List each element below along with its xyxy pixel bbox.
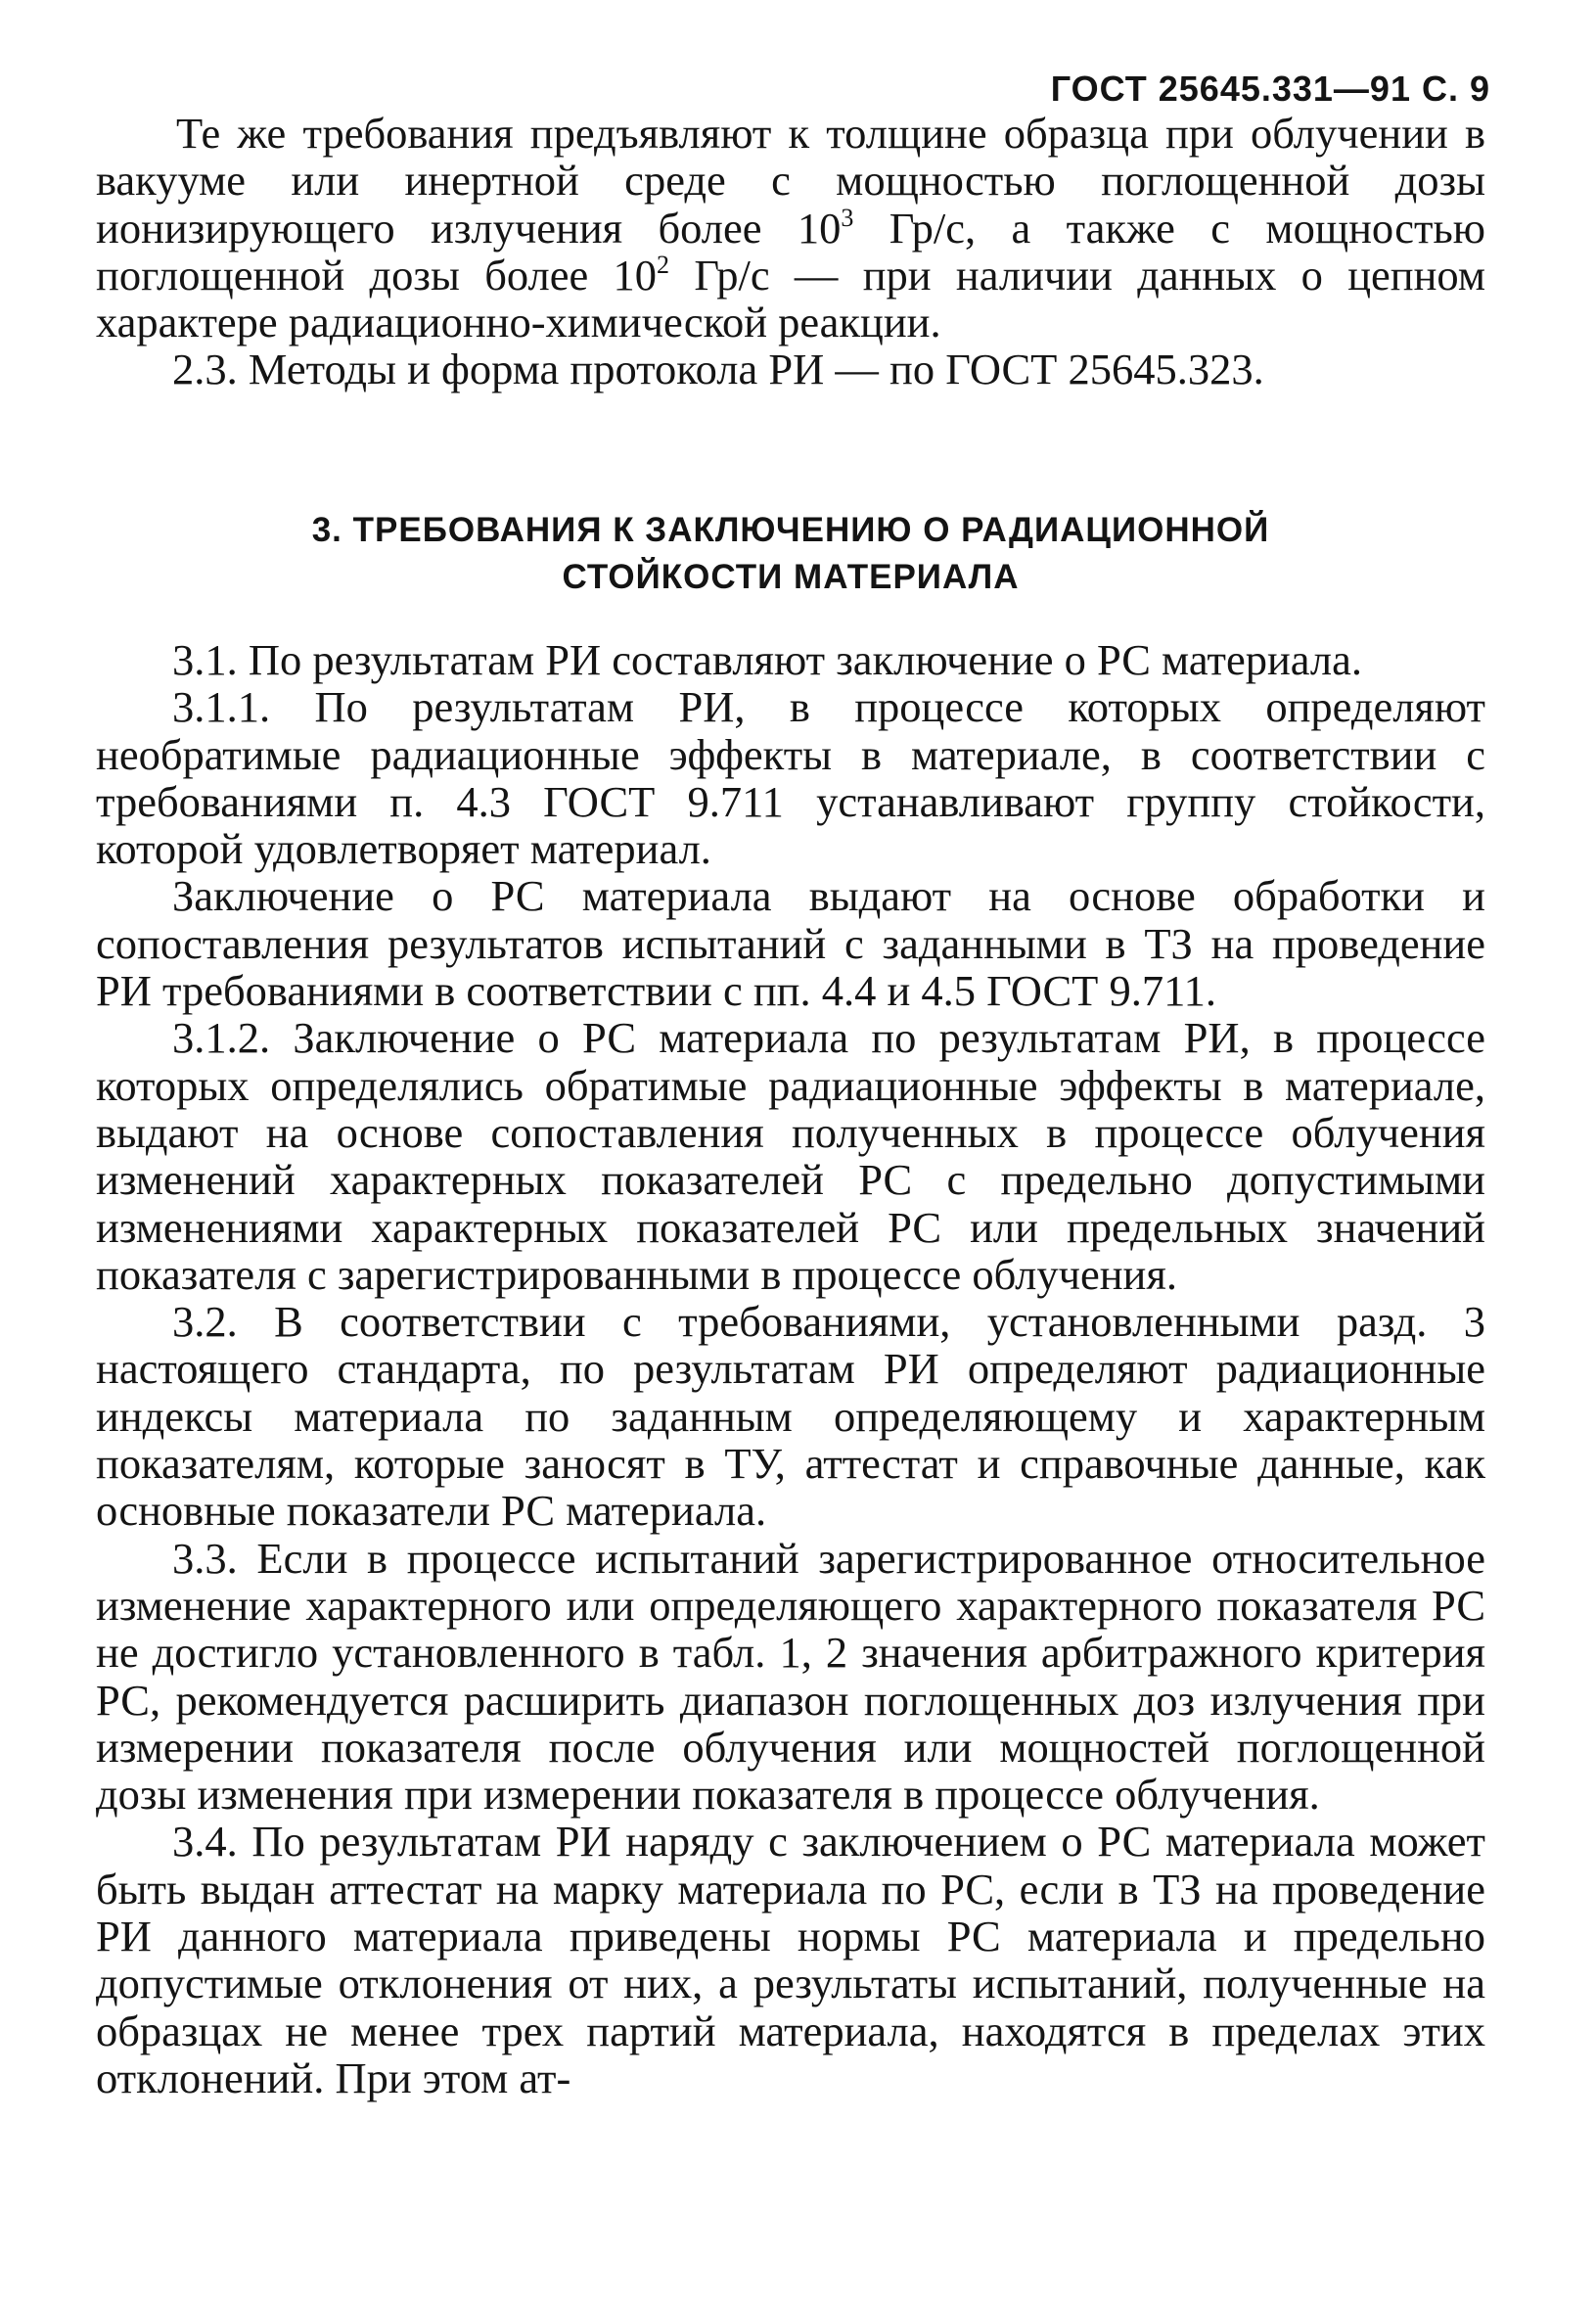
paragraph-3-1-2: 3.1.2. Заключение о РС материала по результатам РИ, в процессе которых определялись обратимые радиационные эффекты в материале, выдают на основе сопоставления полученных в процессе облучения изменений характерных показателей РС с предельно допустимыми изменениями характерных показателей РС или предельных значений показателя с зарегистрированными в процессе облучения. [96,1013,1485,1299]
paragraph-3-3: 3.3. Если в процессе испытаний зарегистрированное относительное изменение характерного или определяющего характерного показателя РС не достигло установленного в табл. 1, 2 значения арбитражного критерия РС, рекомендуется расширить диапазон поглощенных доз излучения при измерении показателя после облучения или мощностей поглощенной дозы изменения при измерении показателя в процессе облучения. [96,1533,1485,1820]
paragraph-3-1: 3.1. По результатам РИ составляют заключение о РС материала. [172,635,1362,684]
intro-text-c: Гр/с — при наличии данных о цепном характере радиационно-химической реакции. [96,250,1485,347]
intro-text-a: Те же требования предъявляют к толщине образца при облучении в вакууме или инертной среде с мощностью поглощенной дозы ионизирующего излучения более 10 [96,109,1485,253]
section-3-body [96,636,1485,2101]
paragraph-3-2: 3.2. В соответствии с требованиями, установленными разд. 3 настоящего стандарта, по результатам РИ определяют радиационные индексы материала по заданным определяющему и характерным показателям, которые заносят в ТУ, аттестат и справочные данные, как основные показатели РС материала. [96,1297,1485,1536]
intro-text-b: Гр/с, а также с мощностью поглощенной дозы более 10 [96,203,1486,300]
superscript-2: 2 [657,250,670,279]
page-header: ГОСТ 25645.331—91 С. 9 [1050,69,1490,109]
superscript-3: 3 [841,203,854,232]
section-title-line-1: 3. ТРЕБОВАНИЯ К ЗАКЛЮЧЕНИЮ О РАДИАЦИОННОЙ [311,511,1270,549]
paragraph-conclusion: Заключение о РС материала выдают на основе обработки и сопоставления результатов испытаний с заданными в ТЗ на проведение РИ требованиями в соответствии с пп. 4.4 и 4.5 ГОСТ 9.711. [96,871,1485,1016]
section-title [96,507,1485,601]
section-title-line-2: СТОЙКОСТИ МАТЕРИАЛА [562,558,1020,596]
intro-paragraph [96,110,1485,346]
paragraph-2-3: 2.3. Методы и форма протокола РИ — по ГОСТ 25645.323. [172,345,1264,394]
intro-block [96,110,1485,393]
paragraph-3-1-1: 3.1.1. По результатам РИ, в процессе которых определяют необратимые радиационные эффекты в материале, в соответствии с требованиями п. 4.3 ГОСТ 9.711 устанавливают группу стойкости, которой удовлетворяет материал. [96,682,1485,874]
paragraph-3-4: 3.4. По результатам РИ наряду с заключением о РС материала может быть выдан аттестат на марку материала по РС, если в ТЗ на проведение РИ данного материала приведены нормы РС материала и предельно допустимые отклонения от них, а результаты испытаний, полученные на образцах не менее трех партий материала, находятся в пределах этих отклонений. При этом ат- [96,1817,1485,2102]
